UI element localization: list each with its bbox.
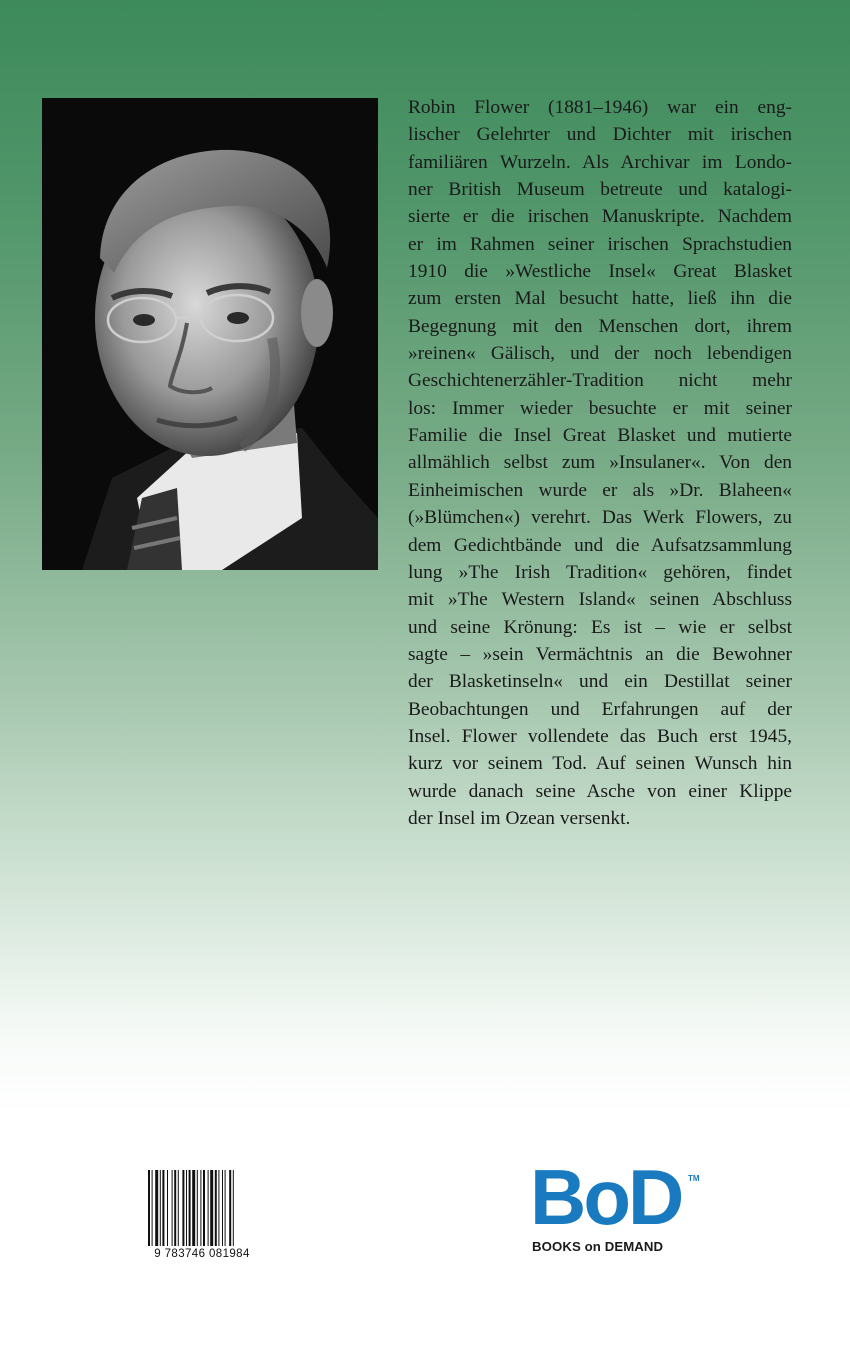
barcode-bar (208, 1170, 209, 1246)
biography-line: Familie die Insel Great Blasket und mutierte (408, 425, 792, 447)
biography-line: Beobachtungen und Erfahrungen auf der (408, 698, 792, 720)
publisher-logo (530, 1153, 710, 1262)
publisher-logo-mark: BoD (530, 1153, 682, 1241)
barcode-bar (229, 1170, 231, 1246)
barcode-bar (182, 1170, 184, 1246)
isbn-number: 9 783746 081984 (154, 1248, 250, 1260)
isbn-barcode (140, 1162, 262, 1262)
barcode-bar (215, 1170, 217, 1246)
barcode-bar (148, 1170, 150, 1246)
barcode-bar (174, 1170, 176, 1246)
biography-line: los: Immer wieder besuchte er mit seiner (408, 397, 792, 419)
barcode-bar (225, 1170, 226, 1246)
biography-line: sierte er die irischen Manuskripte. Nachdem (408, 206, 792, 228)
barcode-bar (172, 1170, 173, 1246)
biography-line: Einheimischen wurde er als »Dr. Blaheen« (408, 479, 792, 501)
biography-line: und seine Krönung: Es ist – wie er selbst (408, 616, 792, 638)
biography-line: »reinen« Gälisch, und der noch lebendigen (408, 343, 792, 365)
biography-line: Begegnung mit den Menschen dort, ihrem (408, 315, 792, 337)
barcode-bar (162, 1170, 164, 1246)
barcode-bar (152, 1170, 153, 1246)
barcode-bar (218, 1170, 219, 1246)
barcode-bar (197, 1170, 198, 1246)
biography-line: er im Rahmen seiner irischen Sprachstudien (408, 233, 792, 255)
biography-line: kurz vor seinem Tod. Auf seinen Wunsch hin (408, 753, 792, 775)
barcode-bar (189, 1170, 191, 1246)
barcode-bar (222, 1170, 223, 1246)
biography-line: mit »The Western Island« seinen Abschluss (408, 589, 792, 611)
barcode-bar (233, 1170, 234, 1246)
biography-line: (»Blümchen«) verehrt. Das Werk Flowers, zu (408, 507, 792, 529)
barcode-bar (167, 1170, 168, 1246)
barcode-bars (148, 1170, 254, 1246)
biography-line: der Blasketinseln« und ein Destillat seiner (408, 671, 792, 693)
barcode-bar (155, 1170, 158, 1246)
trademark-symbol: TM (688, 1174, 700, 1183)
biography-line: lung »The Irish Tradition« gehören, findet (408, 561, 792, 583)
biography-line: familiären Wurzeln. Als Archivar im Londo- (408, 151, 792, 173)
biography-line: ner British Museum betreute und katalogi- (408, 179, 792, 201)
biography-line: Robin Flower (1881–1946) war ein eng- (408, 97, 792, 118)
biography-line: lischer Gelehrter und Dichter mit irischen (408, 124, 792, 146)
barcode-bar (192, 1170, 195, 1246)
biography-line: 1910 die »Westliche Insel« Great Blasket (408, 261, 792, 283)
biography-line: Insel. Flower vollendete das Buch erst 1945, (408, 725, 792, 747)
biography-line: allmählich selbst zum »Insulaner«. Von den (408, 452, 792, 474)
biography-line: wurde danach seine Asche von einer Klippe (408, 780, 792, 802)
biography-line: Geschichtenerzähler-Tradition nicht mehr (408, 370, 792, 392)
barcode-bar (186, 1170, 187, 1246)
author-biography-text (408, 94, 792, 832)
barcode-bar (203, 1170, 205, 1246)
barcode-bar (200, 1170, 201, 1246)
portrait-illustration (42, 98, 378, 570)
barcode-bar (210, 1170, 213, 1246)
publisher-tagline: BOOKS on DEMAND (532, 1239, 664, 1254)
biography-line: zum ersten Mal besucht hatte, ließ ihn die (408, 288, 792, 310)
barcode-bar (178, 1170, 179, 1246)
biography-line: der Insel im Ozean versenkt. (408, 807, 631, 829)
barcode-bar (160, 1170, 161, 1246)
author-portrait (42, 98, 378, 570)
biography-line: sagte – »sein Vermächtnis an die Bewohner (408, 643, 792, 665)
biography-line: dem Gedichtbände und die Aufsatzsammlung (408, 534, 792, 556)
